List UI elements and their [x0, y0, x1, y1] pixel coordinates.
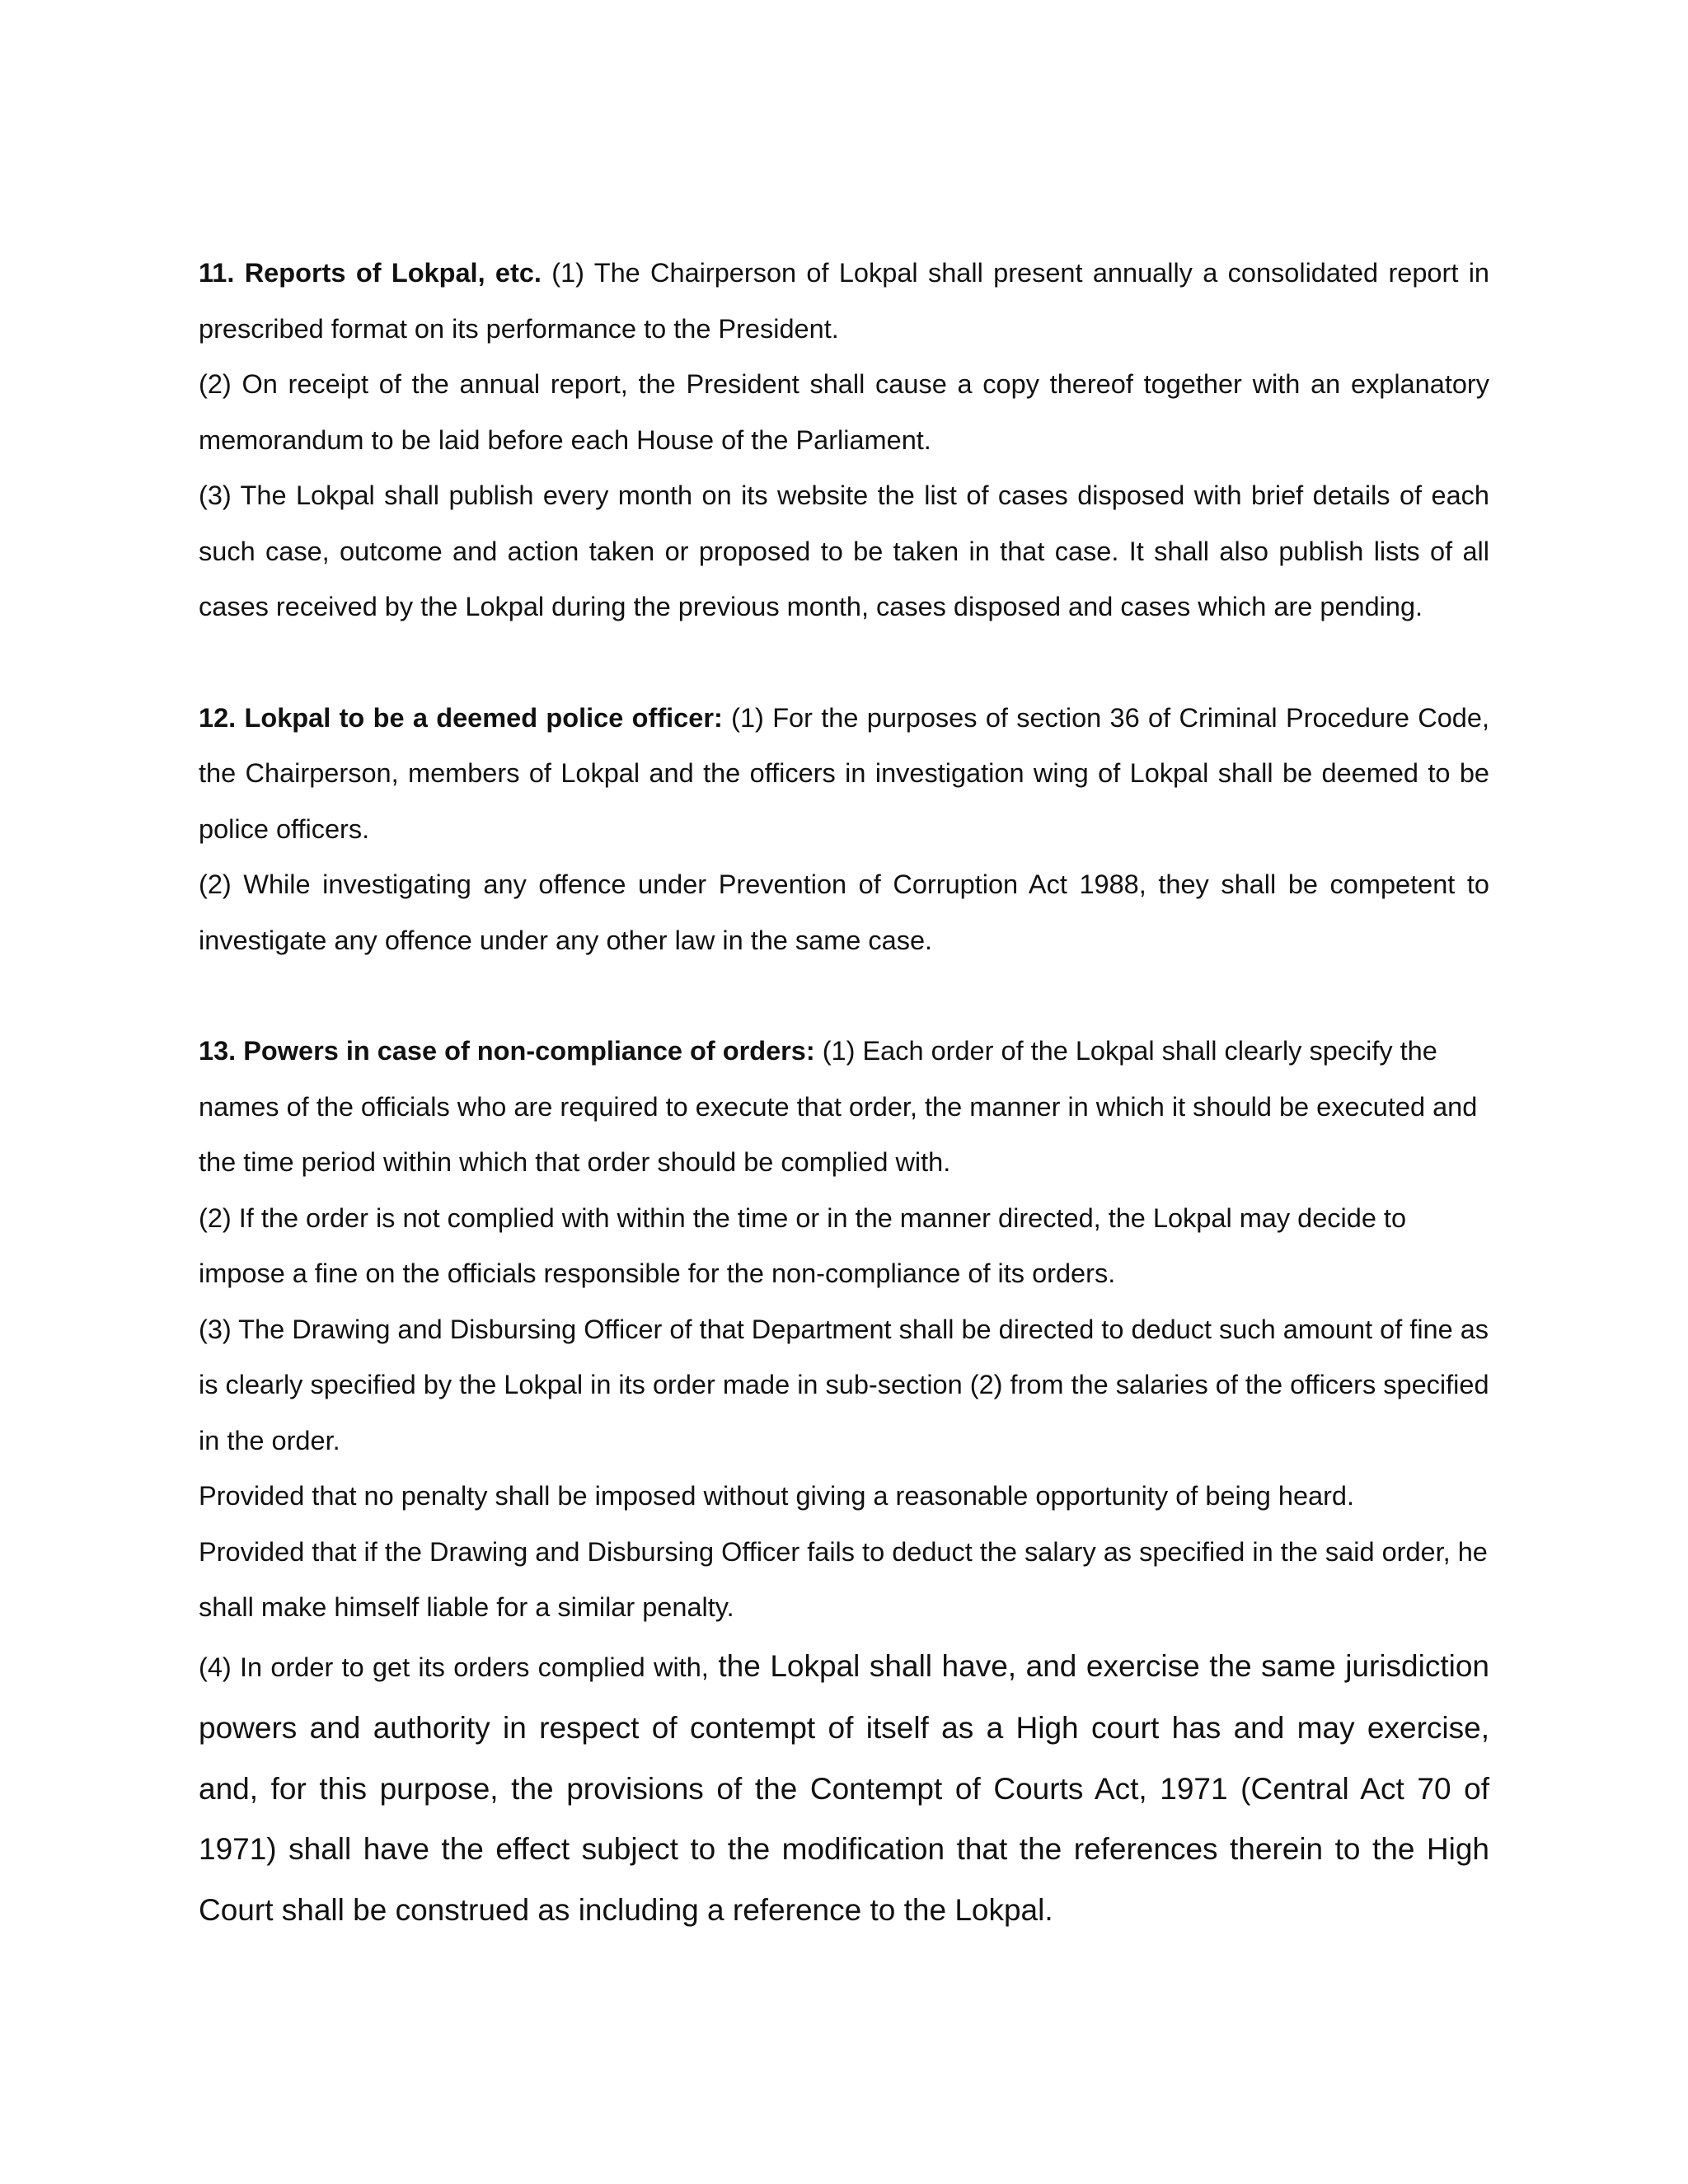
section-12-para-2: (2) While investigating any offence under Prevention of Corruption Act 1988, they shall be competent to investigate any offence under any other law in the same case.: [199, 869, 1489, 955]
section-11-para-2: (2) On receipt of the annual report, the President shall cause a copy thereof together with an explanatory memorandum to be laid before each House of the Parliament.: [199, 369, 1489, 455]
section-13-para-3: (3) The Drawing and Disbursing Officer of that Department shall be directed to deduct such amount of fine as is clearly specified by the Lokpal in its order made in sub-section (2) from the salaries of the officers specified in the order.: [199, 1314, 1489, 1455]
section-heading: 11. Reports of Lokpal, etc.: [199, 258, 542, 288]
section-12-para-1: [199, 691, 1489, 858]
section-13-proviso-1: Provided that no penalty shall be imposed without giving a reasonable opportunity of being heard.: [199, 1481, 1355, 1511]
section-heading: 13. Powers in case of non-compliance of orders:: [199, 1036, 815, 1066]
section-lead-text: (1) For the purposes of section 36 of Criminal Procedure Code, the Chairperson, members of Lokpal and the officers in investigation wing of Lokpal shall be deemed to be police officers.: [199, 702, 1489, 844]
section-11-para-1: [199, 246, 1489, 357]
section-11-para-3: (3) The Lokpal shall publish every month on its website the list of cases disposed with brief details of each such case, outcome and action taken or proposed to be taken in that case. It shall also publish lists of all cases received by the Lokpal during the previous month, cases disposed and cases which are pending.: [199, 480, 1489, 621]
section-13-para-2: (2) If the order is not complied with within the time or in the manner directed, the Lokpal may decide to impose a fine on the officials responsible for the non-compliance of its orders.: [199, 1202, 1407, 1288]
para-4-rest: the Lokpal shall have, and exercise the same jurisdiction powers and authority in respect of contempt of itself as a High court has and may exercise, and, for this purpose, the provisions of the Contempt of Courts Act, 1971 (Central Act 70 of 1971) shall have the effect subject to the modification that the references therein to the High Court shall be construed as including a reference to the Lokpal.: [199, 1648, 1489, 1927]
para-4-start: (4) In order to get its orders complied with,: [199, 1652, 709, 1682]
section-lead-text: (1) Each order of the Lokpal shall clearly specify the names of the officials who are required to execute that order, the manner in which it should be executed and the time period within which that order should be complied with.: [199, 1036, 1478, 1177]
section-spacer: [199, 968, 1489, 1024]
section-lead-text: (1) The Chairperson of Lokpal shall present annually a consolidated report in prescribed format on its performance to the President.: [199, 258, 1489, 344]
document-body: [199, 246, 1489, 1940]
section-heading: 12. Lokpal to be a deemed police officer:: [199, 702, 723, 733]
section-13-proviso-2: Provided that if the Drawing and Disbursing Officer fails to deduct the salary as specified in the said order, he shall make himself liable for a similar penalty.: [199, 1536, 1488, 1622]
section-13-para-4: [199, 1636, 1489, 1941]
section-13-para-1: [199, 1024, 1489, 1191]
section-spacer: [199, 635, 1489, 691]
